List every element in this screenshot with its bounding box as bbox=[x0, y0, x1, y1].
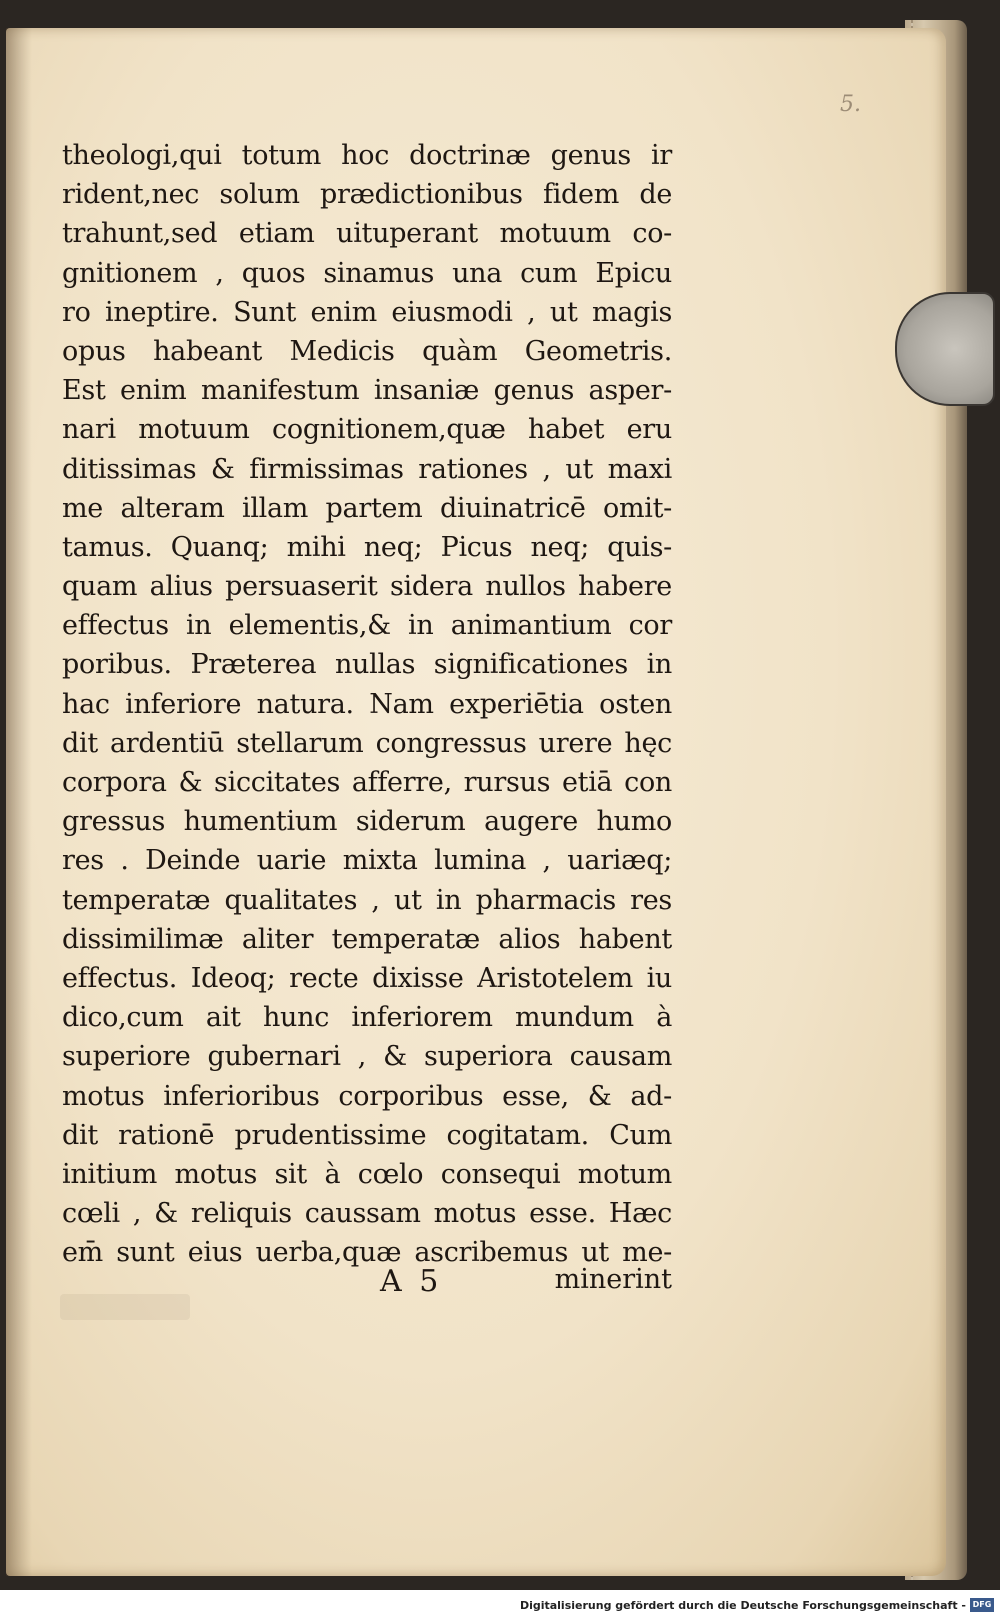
text-line: rident,nec solum prædictionibus fidem de bbox=[62, 179, 672, 211]
text-line: corpora & siccitates afferre, rursus etiā con bbox=[62, 767, 672, 798]
text-line: em̄ sunt eius uerba,quæ ascribemus ut me- bbox=[62, 1237, 672, 1269]
text-line: gnitionem , quos sinamus una cum Epicu bbox=[62, 257, 672, 289]
text-line: superiore gubernari , & superiora causam bbox=[62, 1041, 672, 1073]
page-clip-tab bbox=[895, 292, 995, 406]
signature-mark: A 5 bbox=[380, 1264, 443, 1299]
text-line: me alteram illam partem diuinatricē omit- bbox=[62, 492, 672, 524]
page-foot bbox=[62, 1264, 672, 1314]
text-line: effectus. Ideoq; recte dixisse Aristotelem iu bbox=[62, 962, 672, 994]
text-line: dit rationē prudentissime cogitatam. Cum bbox=[62, 1119, 672, 1151]
folio-number: 5. bbox=[840, 92, 861, 117]
text-line: poribus. Præterea nullas significationes in bbox=[62, 649, 672, 681]
text-line: hac inferiore natura. Nam experiētia osten bbox=[62, 688, 672, 720]
footer-bar bbox=[0, 1594, 1000, 1619]
text-line: nari motuum cognitionem,quæ habet eru bbox=[62, 414, 672, 446]
text-line: cœli , & reliquis caussam motus esse. Hæc bbox=[62, 1198, 672, 1230]
text-line: res . Deinde uarie mixta lumina , uariæq; bbox=[62, 845, 672, 877]
text-line: ro ineptire. Sunt enim eiusmodi , ut magis bbox=[62, 296, 672, 328]
text-line: tamus. Quanq; mihi neq; Picus neq; quis- bbox=[62, 531, 672, 563]
text-line: dissimilimæ aliter temperatæ alios habent bbox=[62, 923, 672, 955]
text-line: initium motus sit à cœlo consequi motum bbox=[62, 1158, 672, 1190]
catchword: minerint bbox=[554, 1264, 672, 1295]
text-line: quam alius persuaserit sidera nullos habere bbox=[62, 571, 672, 603]
text-line: dit ardentiū stellarum congressus urere hęc bbox=[62, 727, 672, 759]
text-line: ditissimas & firmissimas rationes , ut maxi bbox=[62, 453, 672, 485]
dfg-logo: DFG bbox=[970, 1598, 994, 1612]
text-line: opus habeant Medicis quàm Geometris. bbox=[62, 335, 672, 367]
text-line: temperatæ qualitates , ut in pharmacis res bbox=[62, 884, 672, 916]
digitization-credit: Digitalisierung gefördert durch die Deutsche Forschungsgemeinschaft - bbox=[519, 1599, 966, 1612]
text-line: gressus humentium siderum augere humo bbox=[62, 806, 672, 838]
text-line: effectus in elementis,& in animantium cor bbox=[62, 610, 672, 642]
text-line: theologi,qui totum hoc doctrinæ genus ir bbox=[62, 140, 672, 171]
text-line: motus inferioribus corporibus esse, & ad- bbox=[62, 1080, 672, 1112]
text-line: trahunt,sed etiam uituperant motuum co- bbox=[62, 218, 672, 250]
text-block bbox=[62, 136, 672, 1272]
text-line: dico,cum ait hunc inferiorem mundum à bbox=[62, 1002, 672, 1034]
page-gutter-shadow bbox=[6, 28, 32, 1576]
text-line: Est enim manifestum insaniæ genus asper- bbox=[62, 375, 672, 407]
